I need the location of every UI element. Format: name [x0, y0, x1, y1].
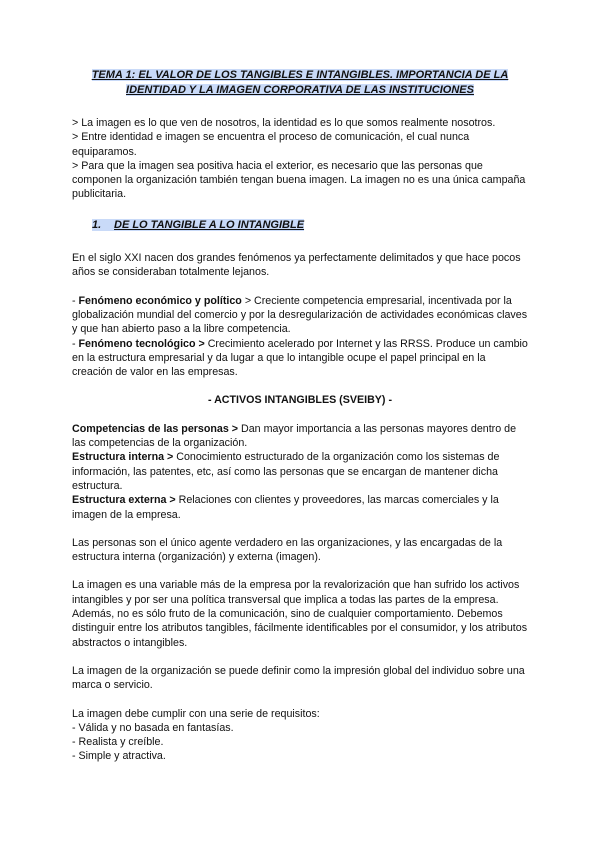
activo-text: Relaciones con clientes y proveedores, las marcas comerciales y la imagen de la empresa.: [72, 494, 499, 521]
fenomeno-label: Fenómeno tecnológico >: [78, 337, 205, 350]
intro-line: > La imagen es lo que ven de nosotros, la identidad es lo que somos realmente nosotros.: [72, 117, 496, 129]
activo-label: Estructura externa >: [72, 494, 176, 507]
fenomeno-text: Crecimiento acelerado por Internet y las RRSS. Produce un cambio en la estructura empresarial y da lugar a que lo intangible ocupe el papel principal en la creación de valor en las empresas.: [72, 337, 528, 379]
activo-item: [72, 450, 528, 493]
intro-line: > Entre identidad e imagen se encuentra el proceso de comunicación, el cual nunca equiparamos.: [72, 131, 470, 158]
document-body: [72, 68, 528, 764]
requisitos-intro: La imagen debe cumplir con una serie de requisitos:: [72, 707, 320, 720]
intro-block: [72, 116, 528, 202]
title-line-2: IDENTIDAD Y LA IMAGEN CORPORATIVA DE LAS INSTITUCIONES: [126, 84, 474, 96]
document-title: [72, 68, 528, 98]
activos-heading: - ACTIVOS INTANGIBLES (SVEIBY) -: [207, 394, 393, 407]
requisito-item: - Válida y no basada en fantasías.: [72, 721, 234, 734]
intro-line: > Para que la imagen sea positiva hacia el exterior, es necesario que las personas que componen la organización también tengan buena imagen. La imagen no es una única campaña publicitaria.: [72, 159, 526, 201]
fenomeno-item: - Fenómeno tecnológico > Crecimiento acelerado por Internet y las RRSS. Produce un cambio en la estructura empresarial y da lugar a que lo intangible ocupe el papel principal en la creación de valor en las empresas.: [72, 337, 528, 379]
fenomenos-list: [72, 294, 528, 380]
fenomeno-label: Fenómeno económico y político: [78, 294, 242, 307]
activo-text: Dan mayor importancia a las personas mayores dentro de las competencias de la organización.: [72, 422, 517, 450]
requisito-item: - Simple y atractiva.: [72, 750, 166, 763]
activo-text: Conocimiento estructurado de la organización como los sistemas de información, las patentes, etc, así como las personas que se encargan de mantener dicha estructura.: [72, 451, 500, 492]
paragraph-definicion: La imagen de la organización se puede definir como la impresión global del individuo sobre una marca o servicio.: [72, 664, 525, 692]
title-line-1: TEMA 1: EL VALOR DE LOS TANGIBLES E INTANGIBLES. IMPORTANCIA DE LA: [91, 69, 509, 81]
activo-item: [72, 493, 528, 522]
activo-label: Competencias de las personas >: [72, 422, 239, 435]
activo-item: [72, 422, 528, 451]
activo-label: Estructura interna >: [72, 451, 174, 464]
fenomeno-item: - Fenómeno económico y político > Creciente competencia empresarial, incentivada por la globalización mundial del comercio y por la desregularización de actividades económicas claves y que han abierto paso a la libre competencia.: [72, 294, 528, 336]
section-number: 1.: [92, 218, 102, 231]
section-title: DE LO TANGIBLE A LO INTANGIBLE: [114, 218, 305, 231]
activos-list: [72, 422, 528, 522]
requisito-item: - Realista y creíble.: [72, 736, 164, 749]
section-heading: [92, 218, 528, 232]
fenomeno-text: > Creciente competencia empresarial, incentivada por la globalización mundial del comercio y por la desregularización de actividades económicas claves y que han abierto paso a la libre competencia.: [72, 294, 528, 336]
paragraph-imagen: La imagen es una variable más de la empresa por la revalorización que han sufrido los activos intangibles y por ser una política transversal que implica a todas las partes de la empresa. Además, no es sólo fruto de la comunicación, sino de cualquier comportamiento. Debemos distinguir entre los atributos tangibles, fácilmente identificables por el consumidor, y los atributos abstractos o intangibles.: [72, 579, 528, 649]
paragraph-personas: Las personas son el único agente verdadero en las organizaciones, y las encargadas de la estructura interna (organización) y externa (imagen).: [72, 536, 503, 564]
paragraph-siglo: En el siglo XXI nacen dos grandes fenómenos ya perfectamente delimitados y que hace pocos años se consideraban totalmente lejanos.: [72, 252, 521, 279]
